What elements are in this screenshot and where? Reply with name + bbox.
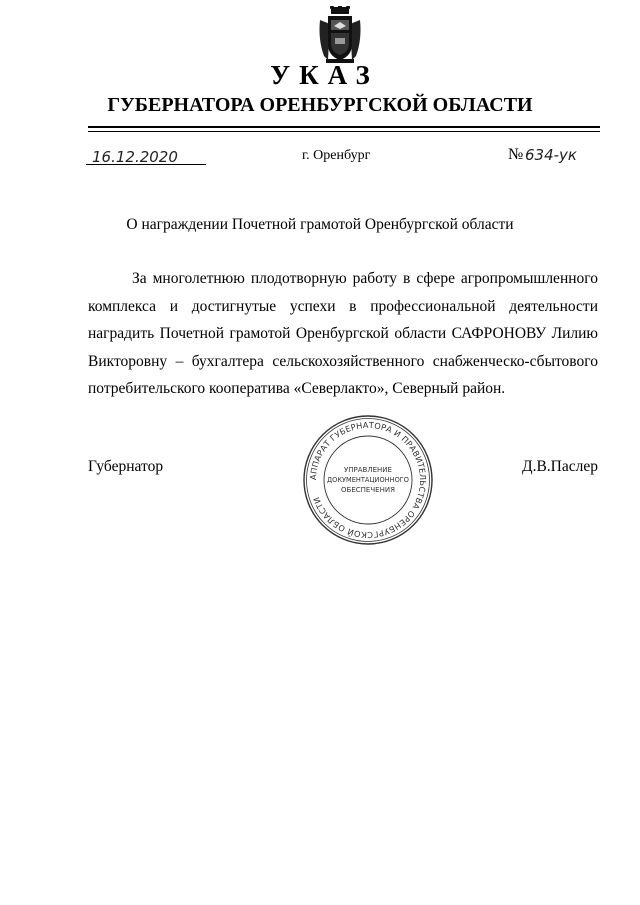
document-subject: О награждении Почетной грамотой Оренбургской области xyxy=(126,216,514,233)
header-divider-thick xyxy=(88,126,600,128)
document-number: 634-ук xyxy=(525,146,577,164)
stamp-ring-text: АППАРАТ ГУБЕРНАТОРА И ПРАВИТЕЛЬСТВА ОРЕНБУРГСКОЙ ОБЛАСТИ xyxy=(307,419,429,541)
document-date: 16.12.2020 xyxy=(92,148,178,166)
number-sign: № xyxy=(508,146,524,163)
stamp-center-line-2: ДОКУМЕНТАЦИОННОГО xyxy=(327,476,409,484)
signatory-name: Д.В.Паслер xyxy=(522,458,598,475)
stamp-center-line-3: ОБЕСПЕЧЕНИЯ xyxy=(341,486,395,494)
signatory-title: Губернатор xyxy=(88,458,164,475)
header-divider-thin xyxy=(88,131,600,132)
stamp-center-line-1: УПРАВЛЕНИЕ xyxy=(344,466,392,474)
coat-of-arms-emblem xyxy=(316,6,364,64)
document-city: г. Оренбург xyxy=(302,148,371,163)
official-stamp xyxy=(300,412,436,548)
date-underline xyxy=(86,164,206,165)
document-type-title: УКАЗ xyxy=(270,60,379,90)
document-body-paragraph: За многолетнюю плодотворную работу в сфере агропромышленного комплекса и достигнутые успехи в профессиональной деятельности наградить Почетной грамотой Оренбургской области САФРОНОВУ Лилию Викторовну – бухгалтера сельскохозяйственного снабженческо-сбытового потребительского кооператива «Северлакто», Северный район. xyxy=(88,270,598,397)
issuer-heading: ГУБЕРНАТОРА ОРЕНБУРГСКОЙ ОБЛАСТИ xyxy=(107,94,533,116)
